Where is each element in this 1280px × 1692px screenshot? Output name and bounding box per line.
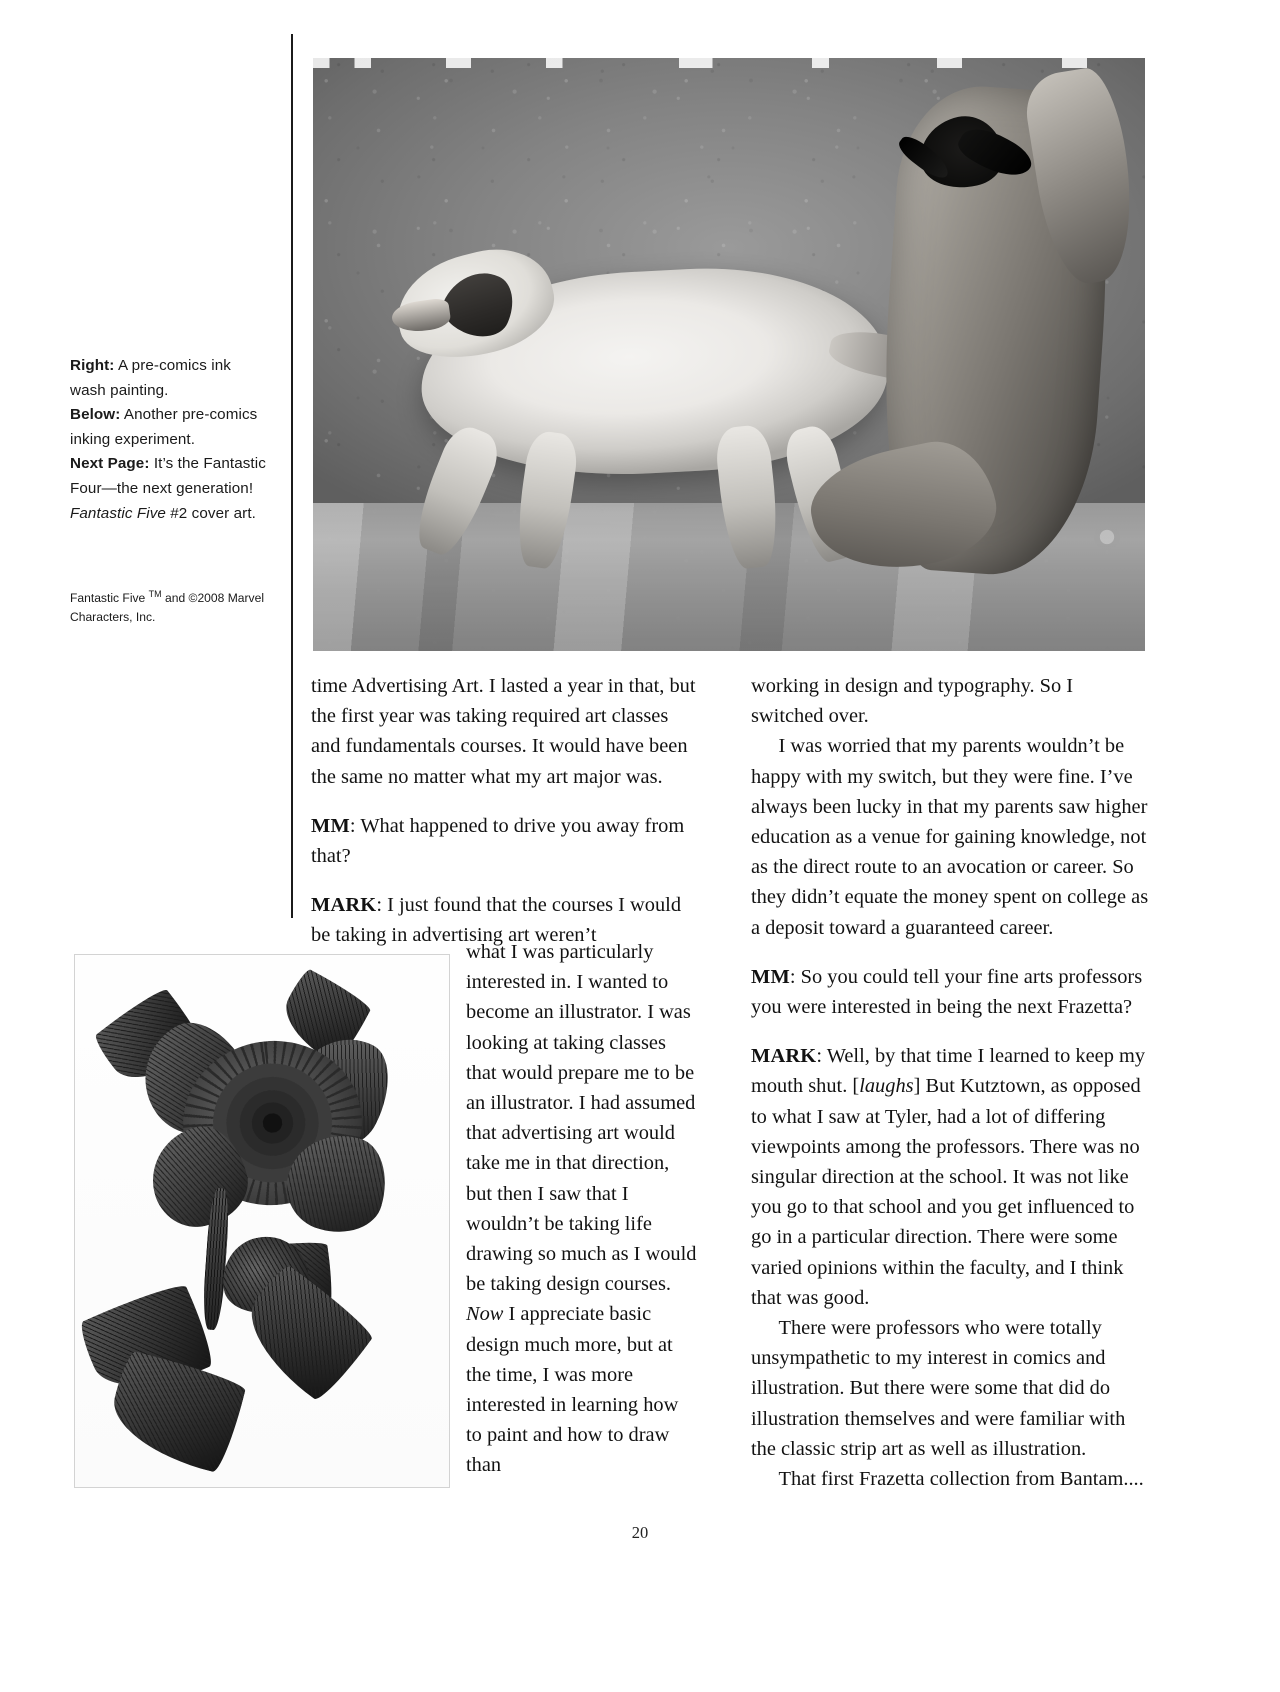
stage-direction-laughs: laughs [859,1075,914,1098]
paragraph-body-indented: I was worried that my parents wouldn’t be happy with my switch, but they were fine. I’ve always been lucky in that my parents saw higher education as a venue for gaining knowledge, not as the direct route to an avocation or career. So they didn’t equate the money spent on college as a deposit toward a guaranteed career. [751,735,1149,939]
caption-text-below: Another pre-comics inking experiment. [70,406,258,448]
caption-label-below: Below: [70,406,121,424]
qa-text: So you could tell your fine arts professors you were interested in being the next Frazetta? [751,965,1143,1019]
page-number: 20 [631,1523,649,1542]
caption-italic-title: Fantastic Five [70,504,166,522]
speaker-label: MARK [311,894,377,917]
speaker-label: MARK [751,1045,817,1068]
emphasis-now: Now [466,1303,504,1326]
caption-label-next-page: Next Page: [70,455,150,473]
speaker-separator: : [376,894,388,917]
left-column-upper [311,671,699,951]
caption-text-right: A pre-comics ink wash painting. [70,357,231,399]
paragraph-body-continued [466,937,699,1481]
figure-caption [70,354,266,526]
qa-paragraph [751,962,1149,1022]
caption-label-right: Right: [70,357,115,374]
column-divider-rule [291,34,293,918]
narrow-text-b: I appreciate basic design much more, but at the time, I was more interested in learning how to paint and how to draw than [466,1303,679,1477]
caption-text-next-page-b: #2 cover art. [165,504,256,522]
qa-text-b: ] But Kutztown, as opposed to what I saw at Tyler, had a lot of differing viewpoints among the professors. There was no singular direction at the school. It was not like you go to that school and you get influenced to go in a particular direction. There were some varied opinions within the faculty, and I think that was good. [751,1075,1141,1309]
speaker-label: MM [311,814,350,837]
caption-text-next-page-a: It’s the Fantastic Four—the next generation! [70,455,266,497]
speaker-separator: : [349,814,361,837]
qa-text: What happened to drive you away from that? [311,814,685,868]
credit-rest: and ©2008 Marvel Characters, Inc. [70,591,265,625]
speaker-separator: : [816,1045,827,1068]
credit-title: Fantastic Five [70,591,149,606]
qa-paragraph [311,811,699,871]
right-column [751,671,1149,1494]
paragraph-body-indented: That first Frazetta collection from Bantam.... [778,1468,1144,1491]
left-column-narrow [466,937,699,1481]
ink-wash-painting-image [313,58,1145,651]
paragraph-body: working in design and typography. So I switched over. [751,675,1074,728]
qa-text-a: Well, by that time I learned to keep my mouth shut. [ [751,1045,1146,1098]
paragraph-body-indented: There were professors who were totally unsympathetic to my interest in comics and illustration. But there were some that did do illustration themselves and were familiar with the classic strip art as well as illustration. [751,1317,1126,1460]
narrow-text-a: what I was particularly interested in. I wanted to become an illustrator. I was looking at taking classes that would prepare me to be an illustrator. I had assumed that advertising art would take me in that direction, but then I saw that I wouldn’t be taking life drawing so much as I would be taking design courses. [466,941,697,1296]
trademark-symbol: TM [148,589,162,599]
speaker-separator: : [789,965,801,988]
paragraph-body: time Advertising Art. I lasted a year in that, but the first year was taking required art classes and fundamentals courses. It would have been the same no matter what my art major was. [311,675,696,788]
speaker-label: MM [751,965,790,988]
qa-text: I just found that the courses I would be taking in advertising art weren’t [311,894,682,947]
copyright-credit [70,585,280,627]
qa-paragraph [751,1041,1149,1313]
torn-paper-edge [313,58,1145,68]
rose-drawing-image [66,948,456,1494]
